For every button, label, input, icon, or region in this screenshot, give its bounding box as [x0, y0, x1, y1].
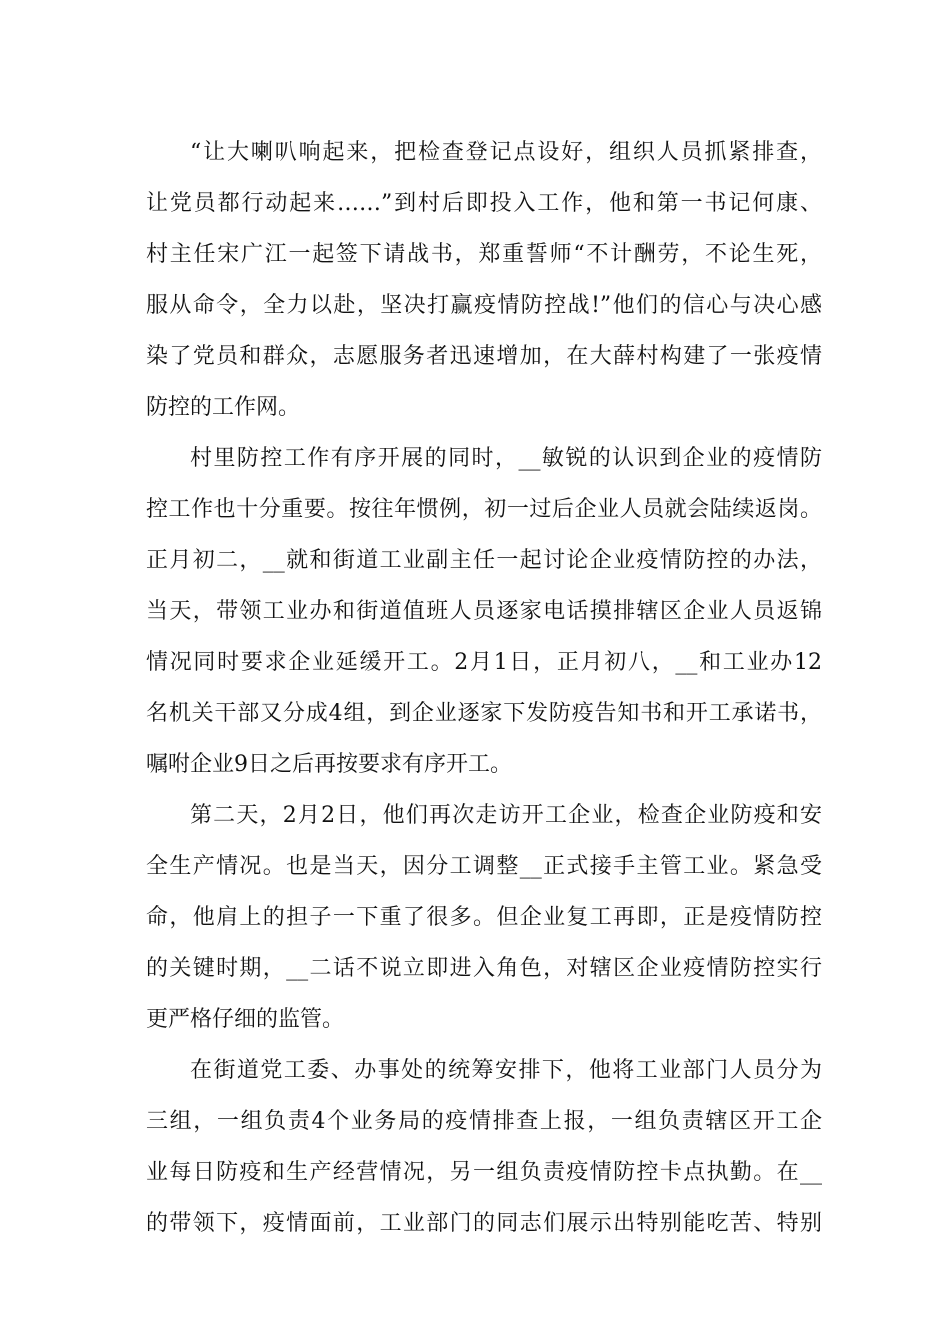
body-text [146, 127, 822, 1249]
text-line: 当天，带领工业办和街道值班人员逐家电话摸排辖区企业人员返锦 [146, 599, 822, 624]
text-line: 嘱咐企业9日之后再按要求有序开工。 [146, 752, 512, 777]
text-line: 的带领下，疫情面前，工业部门的同志们展示出特别能吃苦、特别 [146, 1211, 822, 1236]
paragraph-4 [146, 1045, 822, 1249]
text-line: 三组，一组负责4个业务局的疫情排查上报，一组负责辖区开工企 [146, 1109, 822, 1134]
text-line: 第二天，2月2日，他们再次走访开工企业，检查企业防疫和安 [190, 803, 822, 828]
text-line: 全生产情况。也是当天，因分工调整__正式接手主管工业。紧急受 [146, 854, 822, 879]
text-line: 命，他肩上的担子一下重了很多。但企业复工再即，正是疫情防控 [146, 905, 822, 930]
text-line: 正月初二，__就和街道工业副主任一起讨论企业疫情防控的办法， [146, 548, 822, 573]
text-line: 村里防控工作有序开展的同时，__敏锐的认识到企业的疫情防 [190, 446, 822, 471]
text-line: 村主任宋广江一起签下请战书，郑重誓师“不计酬劳，不论生死， [146, 242, 822, 267]
text-line: 业每日防疫和生产经营情况，另一组负责疫情防控卡点执勤。在__ [146, 1160, 822, 1185]
text-line: 服从命令，全力以赴，坚决打赢疫情防控战!”他们的信心与决心感 [146, 293, 822, 318]
text-line: 情况同时要求企业延缓开工。2月1日，正月初八，__和工业办12 [146, 650, 822, 675]
text-line: 让党员都行动起来……”到村后即投入工作，他和第一书记何康、 [146, 191, 822, 216]
text-line: 名机关干部又分成4组，到企业逐家下发防疫告知书和开工承诺书， [146, 701, 822, 726]
paragraph-2 [146, 433, 822, 790]
paragraph-1 [146, 127, 822, 433]
text-line: 控工作也十分重要。按往年惯例，初一过后企业人员就会陆续返岗。 [146, 497, 822, 522]
text-line: 染了党员和群众，志愿服务者迅速增加，在大薛村构建了一张疫情 [146, 344, 822, 369]
text-line: “让大喇叭响起来，把检查登记点设好，组织人员抓紧排查， [190, 140, 822, 165]
paragraph-3 [146, 790, 822, 1045]
text-line: 的关键时期，__二话不说立即进入角色，对辖区企业疫情防控实行 [146, 956, 822, 981]
text-line: 更严格仔细的监管。 [146, 1007, 345, 1032]
text-line: 防控的工作网。 [146, 395, 301, 420]
text-line: 在街道党工委、办事处的统筹安排下，他将工业部门人员分为 [190, 1058, 822, 1083]
